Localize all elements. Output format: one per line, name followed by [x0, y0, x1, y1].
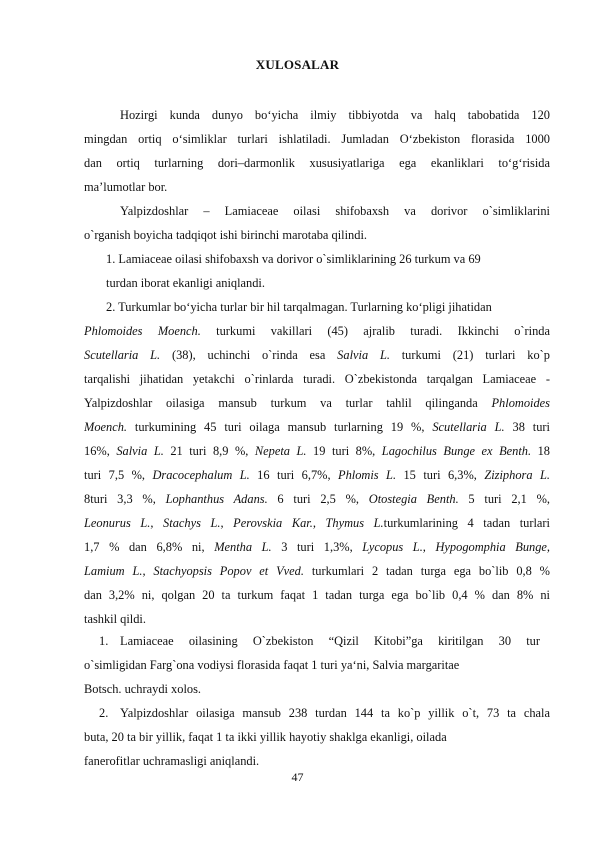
text: 19 turi 8%, — [306, 444, 382, 458]
paragraph-line — [84, 726, 550, 750]
text: 5 turi 2,1 %, — [458, 492, 550, 506]
paragraph-line — [84, 224, 550, 248]
paragraph-line — [84, 608, 550, 632]
text: 18 — [531, 444, 550, 458]
paragraph-line — [84, 416, 550, 440]
paragraph-line — [84, 654, 550, 678]
text: 16 turi 6,7%, — [249, 468, 338, 482]
text: dan ortiq turlarning dori–darmonlik xususiyatlariga ega ekanliklari to‘g‘risida — [84, 156, 550, 170]
text: tashkil qildi. — [84, 612, 146, 626]
paragraph-line — [84, 104, 550, 128]
text: fanerofitlar uchramasligi aniqlandi. — [84, 754, 260, 768]
paragraph-line — [84, 488, 550, 512]
taxon-name: Phlomoides — [491, 396, 550, 410]
taxon-name: Lycopus L., Hypogomphia Bunge, — [362, 540, 550, 554]
paragraph-line — [84, 176, 550, 200]
page-number: 47 — [291, 770, 304, 784]
text: tarqalishi jihatidan yetakchi o`rinlarda turadi. O`zbekistonda tarqalgan Lamiaceae - — [84, 372, 550, 386]
text: Lamiaceae oilasining O`zbekiston “Qizil Kitobi”ga kiritilgan 30 tur — [120, 634, 540, 648]
text: dan 3,2% ni, qolgan 20 ta turkum faqat 1 tadan turga ega bo`lib 0,4 % dan 8% ni — [84, 588, 550, 602]
text: turdan iborat ekanligi aniqlandi. — [106, 276, 265, 290]
text: 1. Lamiaceae oilasi shifobaxsh va dorivor o`simliklarining 26 turkum va 69 — [106, 252, 481, 266]
text: turkumlari 2 tadan turga ega bo`lib 0,8 % — [303, 564, 550, 578]
text: 3 turi 1,3%, — [271, 540, 363, 554]
taxon-name: Mentha L. — [214, 540, 272, 554]
taxon-name: Lamium L., Stachyopsis Popov et Vved. — [84, 564, 304, 578]
paragraph-line — [84, 678, 550, 702]
taxon-name: Otostegia Benth. — [368, 492, 459, 506]
paragraph-line — [84, 392, 550, 416]
text: Yalpizdoshlar oilasiga mansub 238 turdan 144 ta ko`p yillik o`t, 73 ta chala — [120, 706, 550, 720]
taxon-name: Lagochilus Bunge ex Benth. — [381, 444, 532, 458]
taxon-name: Salvia L. — [337, 348, 390, 362]
taxon-name: Scutellaria L. — [84, 348, 161, 362]
list-marker: 2. — [99, 706, 109, 720]
taxon-name: Phlomis L. — [338, 468, 397, 482]
text: turkumi vakillari (45) ajralib turadi. Ikkinchi o`rinda — [200, 324, 550, 338]
paragraph-line — [84, 200, 550, 224]
text: o`rganish boyicha tadqiqot ishi birinchi marotaba qilindi. — [84, 228, 367, 242]
text: Hozirgi kunda dunyo bo‘yicha ilmiy tibbiyotda va halq tabobatida 120 — [120, 108, 550, 122]
list-item — [84, 702, 550, 726]
text: (38), uchinchi o`rinda esa — [160, 348, 338, 362]
list-marker: 1. — [99, 634, 109, 648]
page-title: XULOSALAR — [255, 57, 340, 72]
paragraph-line — [84, 344, 550, 368]
text: 16%, — [84, 444, 117, 458]
taxon-name: Phlomoides Moench. — [84, 324, 201, 338]
text: 21 turi 8,9 %, — [163, 444, 255, 458]
list-item — [84, 630, 550, 654]
paragraph-line — [84, 128, 550, 152]
list-item — [84, 296, 550, 320]
text: 8turi 3,3 %, — [84, 492, 166, 506]
text: Yalpizdoshlar oilasiga mansub turkum va turlar tahlil qilinganda — [84, 396, 492, 410]
text: Yalpizdoshlar – Lamiaceae oilasi shifobaxsh va dorivor o`simliklarini — [120, 204, 550, 218]
text: 38 turi — [504, 420, 550, 434]
taxon-name: Nepeta L. — [254, 444, 307, 458]
paragraph-line — [84, 464, 550, 488]
numbered-list — [84, 630, 550, 774]
list-item — [84, 272, 550, 296]
paragraph-line — [84, 320, 550, 344]
text: Botsch. uchraydi xolos. — [84, 682, 202, 696]
text: buta, 20 ta bir yillik, faqat 1 ta ikki yillik hayotiy shaklga ekanligi, oilada — [84, 730, 447, 744]
taxon-name: Dracocephalum L. — [152, 468, 250, 482]
text: turi 7,5 %, — [84, 468, 153, 482]
taxon-name: Moench. — [84, 420, 128, 434]
text: turkumlarining 4 tadan turlari — [383, 516, 550, 530]
taxon-name: Leonurus L., Stachys L., Perovskia Kar., Thymus L. — [84, 516, 384, 530]
text: o`simligidan Farg`ona vodiysi florasida faqat 1 turi ya‘ni, Salvia margaritae — [84, 658, 460, 672]
paragraph-line — [84, 584, 550, 608]
text: 6 turi 2,5 %, — [267, 492, 369, 506]
taxon-name: Lophanthus Adans. — [165, 492, 268, 506]
text: turkumining 45 turi oilaga mansub turlarning 19 %, — [127, 420, 433, 434]
text: 2. Turkumlar bo‘yicha turlar bir hil tarqalmagan. Turlarning ko‘pligi jihatidan — [106, 300, 492, 314]
list-item — [84, 248, 550, 272]
text: ma’lumotlar bor. — [84, 180, 168, 194]
taxon-name: Scutellaria L. — [432, 420, 505, 434]
text: mingdan ortiq o‘simliklar turlari ishlatiladi. Jumladan O‘zbekiston florasida 1000 — [84, 132, 550, 146]
text: turkumi (21) turlari ko`p — [389, 348, 550, 362]
taxon-name: Salvia L. — [116, 444, 164, 458]
paragraph-line — [84, 560, 550, 584]
paragraph-line — [84, 368, 550, 392]
paragraph-line — [84, 440, 550, 464]
text: 15 turi 6,3%, — [396, 468, 485, 482]
body-text — [84, 104, 550, 632]
paragraph-line — [84, 536, 550, 560]
text: 1,7 % dan 6,8% ni, — [84, 540, 215, 554]
paragraph-line — [84, 512, 550, 536]
taxon-name: Ziziphora L. — [484, 468, 550, 482]
paragraph-line — [84, 152, 550, 176]
